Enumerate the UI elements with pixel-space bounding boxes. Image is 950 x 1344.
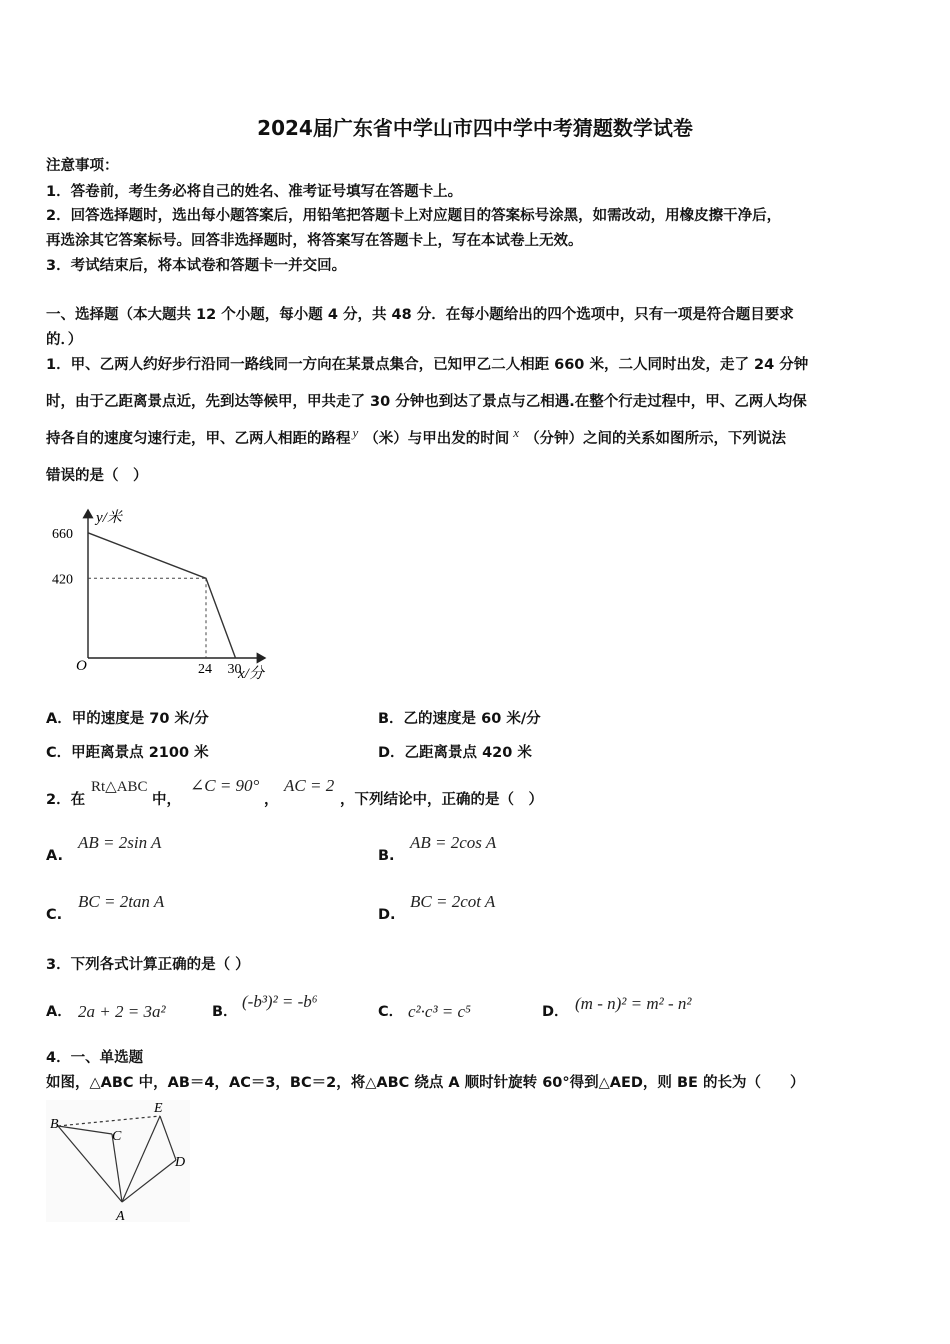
q1-stem-line: 时，由于乙距离景点近，先到达等候甲，甲共走了 30 分钟也到达了景点与乙相遇.在整个行走过程中，甲、乙两人均保	[46, 394, 807, 410]
q1-text: （米）与甲出发的时间	[364, 431, 510, 447]
x-axis-label: x/分	[238, 666, 264, 682]
x-tick-label: 24	[198, 662, 212, 677]
q2-option-c-expr[interactable]: BC = 2tan A	[78, 892, 165, 911]
q1-option-c[interactable]: C．甲距离景点 2100 米	[46, 745, 209, 761]
q2-text: ，	[264, 792, 279, 808]
notice-heading: 注意事项：	[46, 158, 119, 174]
q2-angle: ∠C = 90°	[190, 776, 260, 795]
x-tick-label: 30	[227, 662, 242, 677]
q2-side: AC = 2	[284, 776, 335, 795]
q1-stem-line	[46, 427, 786, 448]
q2-prefix: 2．在	[46, 792, 86, 808]
q3-option-a-expr[interactable]: 2a + 2 = 3a²	[78, 1002, 166, 1021]
point-b-label: B	[50, 1117, 59, 1132]
q1-text: （分钟）之间的关系如图所示，下列说法	[525, 431, 787, 447]
notice-item: 1．答卷前，考生务必将自己的姓名、准考证号填写在答题卡上。	[46, 184, 463, 200]
q2-text: ，下列结论中，正确的是（ ）	[340, 792, 543, 808]
q1-option-d[interactable]: D．乙距离景点 420 米	[378, 745, 532, 761]
point-e-label: E	[154, 1101, 163, 1116]
q2-option-d-expr[interactable]: BC = 2cot A	[410, 892, 496, 911]
q4-stem: 如图，△ABC 中，AB＝4，AC＝3，BC＝2，将△ABC 绕点 A 顺时针旋转 60°得到△AED，则 BE 的长为（ ）	[46, 1075, 805, 1091]
q4-header: 4．一、单选题	[46, 1050, 144, 1066]
q2-option-d-label[interactable]: D.	[378, 907, 396, 923]
q1-stem-line: 1．甲、乙两人约好步行沿同一路线同一方向在某景点集合，已知甲乙二人相距 660 米，二人同时出发，走了 24 分钟	[46, 357, 809, 373]
q1-stem-line: 错误的是（ ）	[46, 468, 148, 484]
origin-label: O	[76, 658, 87, 674]
q3-option-b-label[interactable]: B．	[212, 1004, 238, 1020]
q2-option-a-expr[interactable]: AB = 2sin A	[78, 833, 162, 852]
q2-text: 中，	[152, 792, 181, 808]
q3-option-d-label[interactable]: D．	[542, 1004, 569, 1020]
q3-stem: 3．下列各式计算正确的是（ ）	[46, 957, 250, 973]
var-x: x	[513, 425, 520, 440]
q1-option-a[interactable]: A．甲的速度是 70 米/分	[46, 711, 209, 727]
section-heading-cont: 的．）	[46, 332, 83, 348]
q1-text: 持各自的速度匀速行走，甲、乙两人相距的路程	[46, 431, 351, 447]
q3-option-c-label[interactable]: C．	[378, 1004, 404, 1020]
section-heading: 一、选择题（本大题共 12 个小题，每小题 4 分，共 48 分．在每小题给出的四个选项中，只有一项是符合题目要求	[46, 307, 794, 323]
q2-option-b-expr[interactable]: AB = 2cos A	[410, 833, 497, 852]
q2-option-b-label[interactable]: B.	[378, 848, 395, 864]
q2-option-c-label[interactable]: C.	[46, 907, 63, 923]
notice-item: 再选涂其它答案标号。回答非选择题时，将答案写在答题卡上，写在本试卷上无效。	[46, 233, 583, 249]
q3-option-d-expr[interactable]: (m - n)² = m² - n²	[575, 994, 692, 1013]
q2-option-a-label[interactable]: A.	[46, 848, 63, 864]
point-a-label: A	[116, 1209, 125, 1224]
notice-item: 3．考试结束后，将本试卷和答题卡一并交回。	[46, 258, 347, 274]
y-tick-label: 660	[52, 526, 73, 542]
page-title: 2024届广东省中学山市四中学中考猜题数学试卷	[257, 116, 693, 140]
notice-item: 2．回答选择题时，选出每小题答案后，用铅笔把答题卡上对应题目的答案标号涂黑，如需改动，用橡皮擦干净后，	[46, 208, 782, 224]
y-axis-label: y/米	[96, 510, 122, 526]
point-d-label: D	[175, 1155, 186, 1170]
var-y: y	[352, 425, 359, 440]
q4-rotation-figure	[44, 1098, 194, 1226]
q1-option-b[interactable]: B．乙的速度是 60 米/分	[378, 711, 541, 727]
q3-option-b-expr[interactable]: (-b³)² = -b⁶	[242, 992, 318, 1011]
point-c-label: C	[112, 1129, 122, 1144]
distance-series-line	[88, 533, 236, 658]
q1-graph	[40, 500, 290, 690]
q3-option-c-expr[interactable]: c²·c³ = c⁵	[408, 1002, 471, 1021]
y-tick-label: 420	[52, 572, 73, 588]
q2-triangle: Rt△ABC	[91, 779, 148, 795]
q3-option-a-label[interactable]: A．	[46, 1004, 72, 1020]
